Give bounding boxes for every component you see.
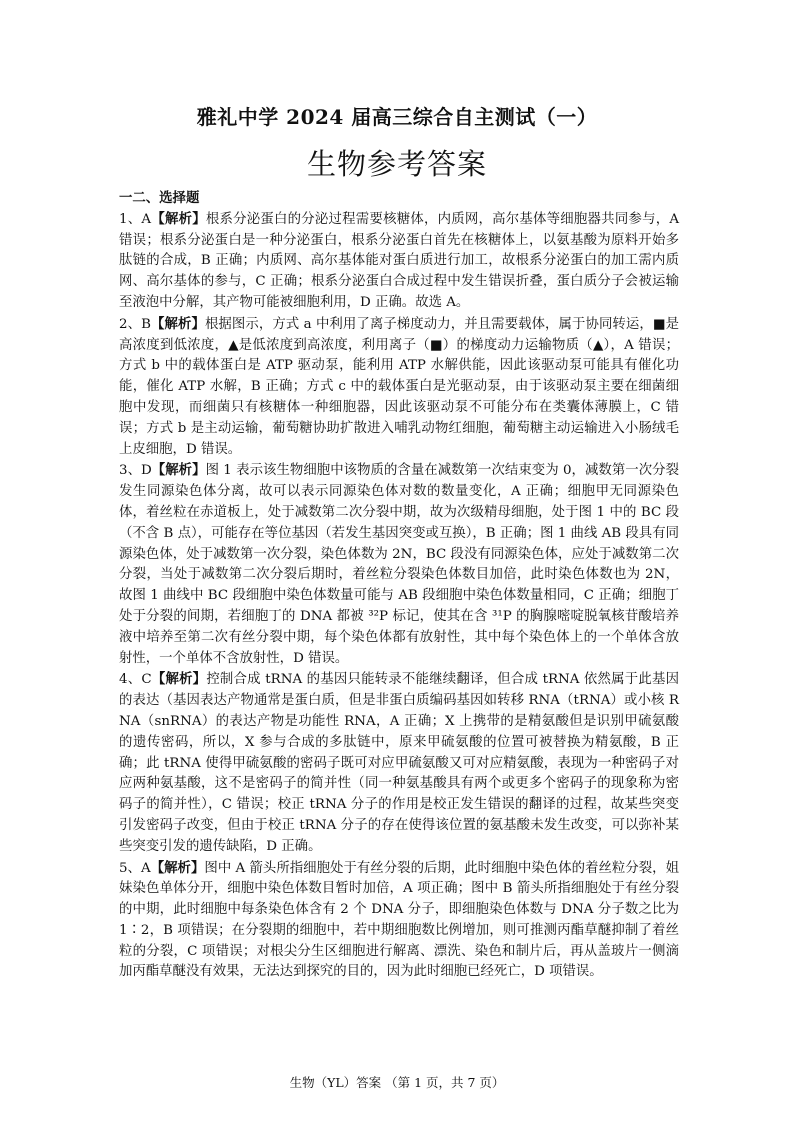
answer-number: 1、A — [119, 211, 152, 227]
analysis-tag: 【解析】 — [150, 859, 205, 876]
answer-text: 图 1 表示该生物细胞中该物质的含量在减数第一次结束变为 0，减数第一次分裂发生同源染色体分离，故可以表示同源染色体对数的数量变化，A 正确；细胞甲无同源染色体，着丝粒在赤道板上，处于减数第二次分裂中期，故为次级精母细胞，处于图 1 中的 BC 段（不含 B 点），可能存在等位基因（若发生基因突变或互换），B 正确；图 1 曲线 AB 段具有同源染色体，处于减数第一次分裂，染色体数为 2N，BC 段没有同源染色体，应处于减数第二次分裂，当处于减数第二次分裂后期时，着丝粒分裂染色体数目加倍，此时染色体数也为 2N，故图 1 曲线中 BC 段细胞中染色体数量可能与 AB 段细胞中染色体数量相同，C 正确；细胞丁处于分裂的间期，若细胞丁的 DNA 都被 ³²P 标记，使其在含 ³¹P 的胸腺嘧啶脱氧核苷酸培养液中培养至第二次有丝分裂中期，每个染色体都有放射性，其中每个染色体上的一个单体含放射性，一个单体不含放射性，D 错误。 — [119, 463, 679, 666]
analysis-tag: 【解析】 — [151, 671, 207, 688]
analysis-tag: 【解析】 — [151, 210, 206, 227]
answer-item-2 — [119, 314, 679, 461]
section-heading: 一二、选择题 — [119, 190, 200, 206]
answer-number: 2、B — [119, 316, 151, 332]
page-title: 生物参考答案 — [306, 147, 487, 181]
exam-title: 雅礼中学 2024 届高三综合自主测试（一） — [196, 105, 598, 129]
answer-item-3 — [119, 460, 679, 669]
answer-content — [119, 188, 679, 983]
answer-number: 4、C — [119, 672, 152, 688]
answer-item-1 — [119, 209, 679, 314]
answer-text: 图中 A 箭头所指细胞处于有丝分裂的后期，此时细胞中染色体的着丝粒分裂，姐妹染色单体分开，细胞中染色体数目暂时加倍，A 项正确；图中 B 箭头所指细胞处于有丝分裂的中期，此时细胞中每条染色体含有 2 个 DNA 分子，即细胞染色体数与 DNA 分子数之比为 1∶2，B 项错误；在分裂期的细胞中，若中期细胞数比例增加，则可推测丙酯草醚抑制了着丝粒的分裂，C 项错误；对根尖分生区细胞进行解离、漂洗、染色和制片后，再从盖玻片一侧滴加丙酯草醚没有效果，无法达到探究的目的，因为此时细胞已经死亡，D 项错误。 — [119, 860, 679, 980]
answer-item-5 — [119, 858, 679, 984]
analysis-tag: 【解析】 — [150, 315, 205, 332]
answer-number: 3、D — [119, 463, 152, 479]
page-footer: 生物（YL）答案 （第 1 页，共 7 页） — [289, 1075, 505, 1090]
analysis-tag: 【解析】 — [151, 462, 206, 479]
answer-number: 5、A — [119, 860, 151, 876]
answer-item-4 — [119, 669, 679, 857]
answer-text: 根据图示，方式 a 中利用了离子梯度动力，并且需要载体，属于协同转运，■是高浓度到低浓度，▲是低浓度到高浓度，利用离子（■）的梯度动力运输物质（▲），A 错误；方式 b 中的载体蛋白是 ATP 驱动泵，能利用 ATP 水解供能，因此该驱动泵可能具有催化功能，催化 ATP 水解，B 正确；方式 c 中的载体蛋白是光驱动泵，由于该驱动泵主要在细菌细胞中发现，而细菌只有核糖体一种细胞器，因此该驱动泵不可能分布在类囊体薄膜上，C 错误；方式 b 是主动运输，葡萄糖协助扩散进入哺乳动物红细胞，葡萄糖主动运输进入小肠绒毛上皮细胞，D 错误。 — [119, 316, 679, 457]
answer-text: 根系分泌蛋白的分泌过程需要核糖体，内质网，高尔基体等细胞器共同参与，A 错误；根系分泌蛋白是一种分泌蛋白，根系分泌蛋白首先在核糖体上，以氨基酸为原料开始多肽链的合成，B 正确；内质网、高尔基体能对蛋白质进行加工，故根系分泌蛋白的加工需内质网、高尔基体的参与，C 正确；根系分泌蛋白合成过程中发生错误折叠，蛋白质分子会被运输至液泡中分解，其产物可能被细胞利用，D 正确。故选 A。 — [119, 211, 680, 310]
answer-text: 控制合成 tRNA 的基因只能转录不能继续翻译，但合成 tRNA 依然属于此基因的表达（基因表达产物通常是蛋白质，但是非蛋白质编码基因如转移 RNA（tRNA）或小核 RNA（snRNA）的表达产物是功能性 RNA，A 正确；X 上携带的是精氨酸但是识别甲硫氨酸的遗传密码，所以，X 参与合成的多肽链中，原来甲硫氨酸的位置可被替换为精氨酸，B 正确；此 tRNA 使得甲硫氨酸的密码子既可对应甲硫氨酸又可对应精氨酸，表现为一种密码子对应两种氨基酸，这不是密码子的简并性（同一种氨基酸具有两个或更多个密码子的现象称为密码子的简并性），C 错误；校正 tRNA 分子的作用是校正发生错误的翻译的过程，故某些突变引发密码子改变，但由于校正 tRNA 分子的存在使得该位置的氨基酸未发生改变，可以弥补某些突变引发的遗传缺陷，D 正确。 — [119, 672, 679, 854]
